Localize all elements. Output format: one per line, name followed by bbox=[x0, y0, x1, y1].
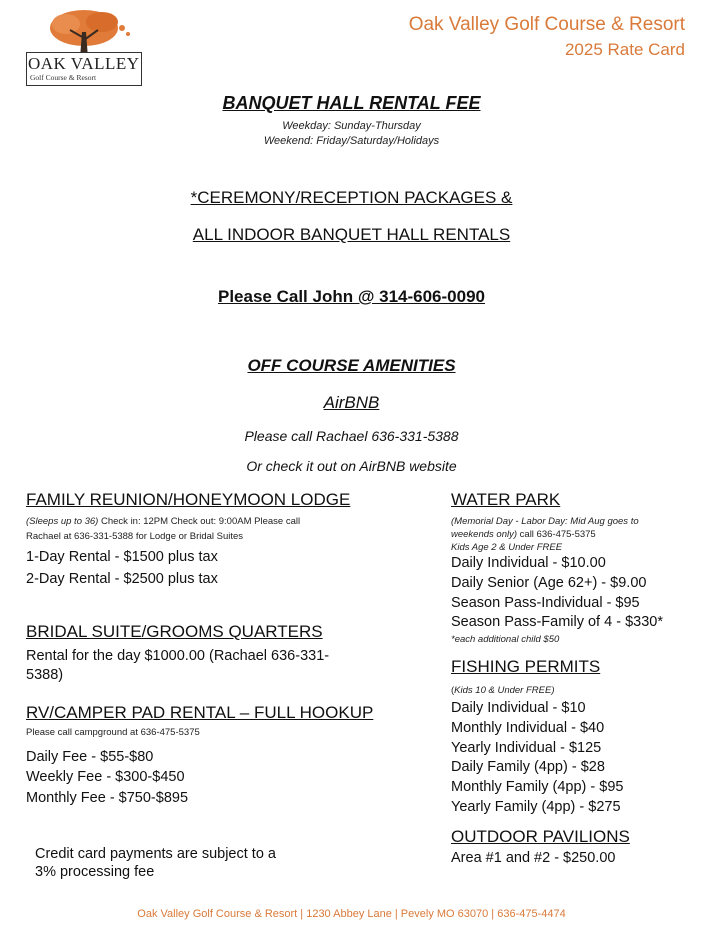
fishing-rate: Monthly Family (4pp) - $95 bbox=[451, 779, 624, 795]
bridal-line-1: Rental for the day $1000.00 (Rachael 636-331- bbox=[26, 648, 330, 664]
fishing-kids-note: Kids 10 & Under FREE) bbox=[454, 685, 555, 696]
fishing-note-open: ( bbox=[451, 685, 455, 696]
footer-address: Oak Valley Golf Course & Resort | 1230 Abbey Lane | Pevely MO 63070 | 636-475-4474 bbox=[137, 908, 566, 920]
credit-note-line-2: 3% processing fee bbox=[35, 864, 155, 880]
fishing-rate: Yearly Family (4pp) - $275 bbox=[451, 799, 621, 815]
water-park-kids-note: Kids Age 2 & Under FREE bbox=[451, 542, 563, 553]
pavilions-rate: Area #1 and #2 - $250.00 bbox=[451, 850, 616, 866]
header-subtitle: 2025 Rate Card bbox=[564, 40, 685, 59]
lodge-rate: 1-Day Rental - $1500 plus tax bbox=[26, 549, 218, 565]
water-park-title: WATER PARK bbox=[451, 490, 561, 509]
bridal-title: BRIDAL SUITE/GROOMS QUARTERS bbox=[26, 622, 323, 641]
water-park-weekends: weekends only) bbox=[451, 529, 518, 540]
banquet-title: BANQUET HALL RENTAL FEE bbox=[222, 93, 481, 113]
resort-logo bbox=[24, 8, 144, 82]
water-park-note-line-2 bbox=[451, 529, 596, 540]
fishing-rate: Monthly Individual - $40 bbox=[451, 720, 605, 736]
logo-name: OAK VALLEY bbox=[28, 54, 140, 73]
lodge-rate: 2-Day Rental - $2500 plus tax bbox=[26, 571, 218, 587]
banquet-call: Please Call John @ 314-606-0090 bbox=[217, 287, 485, 306]
lodge-note-line-2: Rachael at 636-331-5388 for Lodge or Bridal Suites bbox=[26, 531, 244, 542]
water-park-rate: Daily Individual - $10.00 bbox=[451, 555, 606, 571]
water-park-rate: Season Pass-Family of 4 - $330* bbox=[451, 614, 663, 630]
airbnb-call: Please call Rachael 636-331-5388 bbox=[244, 428, 459, 444]
rv-rate: Monthly Fee - $750-$895 bbox=[26, 790, 189, 806]
packages-line-2: ALL INDOOR BANQUET HALL RENTALS bbox=[192, 225, 511, 244]
lodge-title: FAMILY REUNION/HONEYMOON LODGE bbox=[26, 490, 351, 509]
weekday-note: Weekday: Sunday-Thursday bbox=[282, 120, 421, 132]
fishing-title: FISHING PERMITS bbox=[451, 657, 601, 676]
rv-rate: Daily Fee - $55-$80 bbox=[26, 749, 154, 765]
airbnb-heading: AirBNB bbox=[323, 393, 380, 412]
lodge-checkin: Check in: 12PM Check out: 9:00AM Please call bbox=[98, 516, 301, 527]
bridal-line-2: 5388) bbox=[26, 667, 64, 683]
fishing-rate: Daily Individual - $10 bbox=[451, 700, 586, 716]
lodge-capacity: (Sleeps up to 36) bbox=[26, 516, 99, 527]
water-park-rate: Season Pass-Individual - $95 bbox=[451, 595, 640, 611]
water-park-phone: call 636-475-5375 bbox=[517, 529, 596, 540]
water-park-season: (Memorial Day - Labor Day: Mid Aug goes to bbox=[451, 516, 639, 527]
off-course-title: OFF COURSE AMENITIES bbox=[247, 356, 456, 375]
rv-title: RV/CAMPER PAD RENTAL – FULL HOOKUP bbox=[26, 703, 374, 722]
fishing-rate: Yearly Individual - $125 bbox=[451, 740, 602, 756]
water-park-rate: Daily Senior (Age 62+) - $9.00 bbox=[451, 575, 647, 591]
water-park-footnote: *each additional child $50 bbox=[451, 634, 560, 645]
packages-line-1: *CEREMONY/RECEPTION PACKAGES & bbox=[190, 188, 513, 207]
fishing-note bbox=[451, 685, 555, 696]
fishing-rate: Daily Family (4pp) - $28 bbox=[451, 759, 605, 775]
oak-tree-icon bbox=[24, 8, 144, 58]
rv-note: Please call campground at 636-475-5375 bbox=[26, 727, 200, 738]
pavilions-title: OUTDOOR PAVILIONS bbox=[451, 827, 630, 846]
airbnb-website-note: Or check it out on AirBNB website bbox=[246, 458, 457, 474]
logo-tagline: Golf Course & Resort bbox=[30, 73, 97, 82]
credit-note-line-1: Credit card payments are subject to a bbox=[35, 846, 276, 862]
header-title: Oak Valley Golf Course & Resort bbox=[408, 14, 685, 35]
lodge-note-line-1 bbox=[26, 516, 300, 527]
weekend-note: Weekend: Friday/Saturday/Holidays bbox=[263, 135, 440, 147]
rv-rate: Weekly Fee - $300-$450 bbox=[26, 769, 185, 785]
